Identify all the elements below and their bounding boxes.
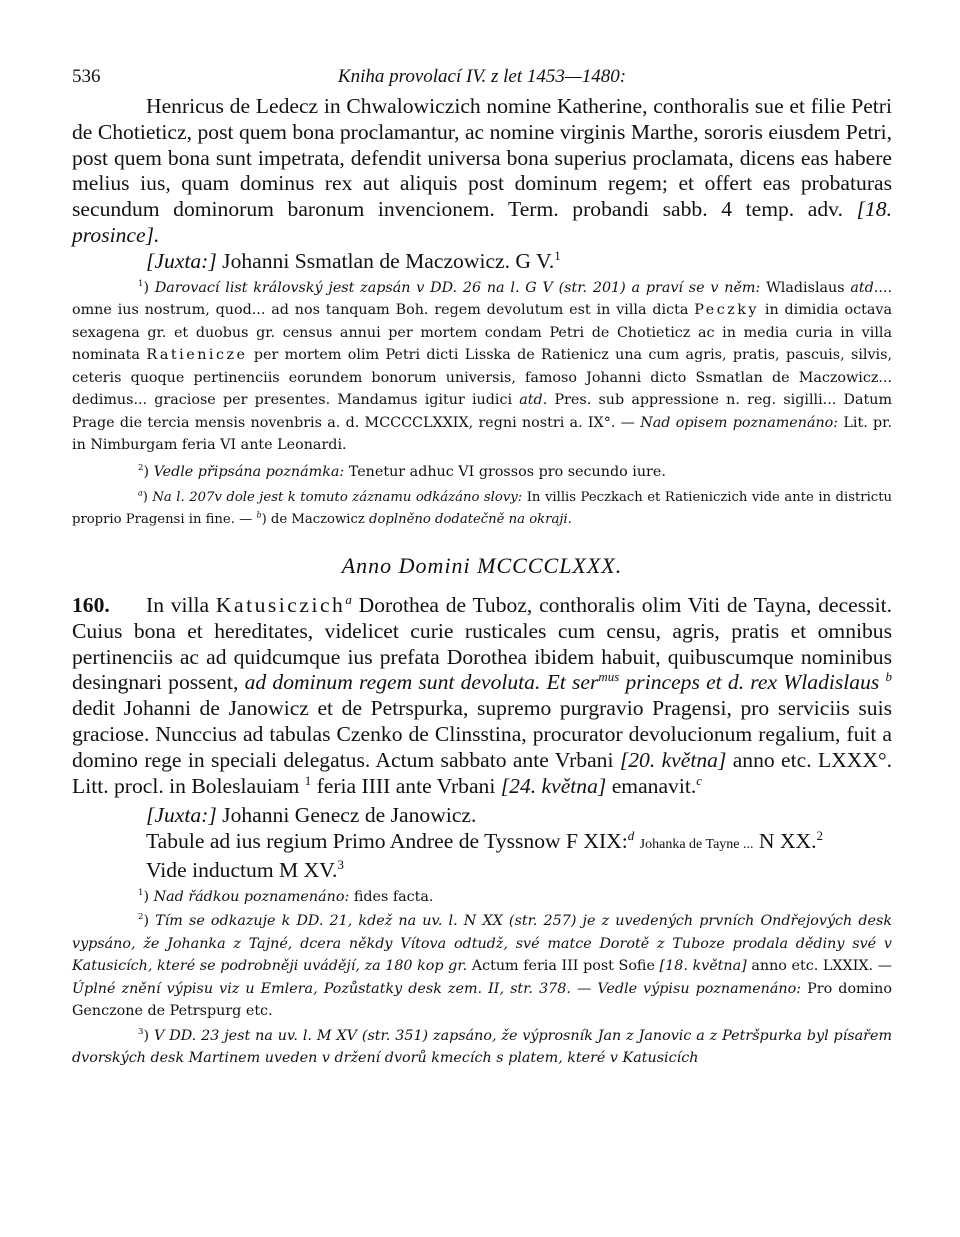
juxta-label: [Juxta:] [146,248,217,273]
entry-italic: ad dominum regem sunt devoluta. Et ser [244,670,599,695]
footnote-number: 1 [138,888,144,899]
juxta-text: Johanni Genecz de Janowicz. [222,803,477,828]
footnote-number: 2 [138,912,144,923]
juxta-label: [Juxta:] [146,803,217,828]
footnote-text: fides facta. [353,888,434,905]
footnote-text: ... omne ius nostrum, quod... ad nos tanquam Boh. regem devolutum est in villa dicta [72,279,892,319]
footnote-160-3: $^3$) V DD. 23 jest na uv. l. M XV (str. 351) zapsáno, že výprosník Jan z Janovic a z Petršpurka byl písařem dvorských desk Martinem uveden v držení dvorů kmecích s platem, které v Katusicích [72,1027,892,1067]
date-note: [20. května] [619,747,727,772]
vide-line [72,858,892,884]
footnote-italic: Úplné znění výpisu viz u Emlera, Pozůstatky desk zem. II, str. 378. — Vedle výpisu poznamenáno: [72,980,802,997]
place-name: Peczky [694,302,759,319]
tabule-line [72,829,892,858]
atd-abbrev: atd. [519,392,548,409]
place-name: Ratienicze [146,347,248,364]
footnote-text: Actum feria III post Sofie [471,958,655,975]
footnote-letter: a [138,488,143,498]
entry-160 [72,593,892,799]
superscript-abbrev: mus [598,669,620,685]
footnote-text: in dimidia octava sexagena gr. et duobus gr. census annui per mortem condam Petri de Chotieticz ac in media curia in villa nominata [72,302,892,364]
footnote-160-2: $^2$) Tím se odkazuje k DD. 21, kdež na uv. l. N XX (str. 257) je z uvedených prvních Ondřejových desk vypsáno, že Johanka z Tajné, dcera někdy Vítova odtudž, své matce Dorotě z Tuboze prodala dědiny své v Katusicích, které se podrobněji uvádějí, za 180 kop gr. Actum feria III post Sofie [18. května] anno etc. LXXIX. — Úplné znění výpisu viz u Emlera, Pozůstatky desk zem. II, str. 378. — Vedle výpisu poznamenáno: Pro domino Genczone de Petrspurg etc. [72,912,893,1020]
entry-text: dedit Johanni de Janowicz et de Petrspurka, supremo purgravio Pragensi, pro serviciis suis graciose. Nunccius ad tabulas Czenko de Clinsstina, procurator devolucionum regalium, fuit a domino rege in speciali delegatus. Actum sabbato ante Vrbani [72,696,892,772]
footnote-text: de Maczowicz [270,512,365,528]
juxta-line [72,803,892,829]
footnote-text: Lit. pr. in Nimburgam feria VI ante Leonardi. [72,414,892,454]
footnote-label: Nad opisem poznamenáno: [640,414,839,431]
atd-abbrev: atd. [850,279,879,296]
entry-text: anno etc. LXXX°. Litt. procl. in Boleslauiam [72,747,892,798]
footnote-number: 2 [138,462,144,473]
place-name: Katusiczich [215,593,346,618]
footnote-mark: 3 [337,856,344,872]
entry-number: 160. [72,593,110,618]
footnote-text: anno etc. LXXIX. — [751,958,893,975]
paragraph-text: Henricus de Ledecz in Chwalowiczich nomine Katherine, conthoralis sue et filie Petri de Chotieticz, post quem bona proclamantur, ac nomine virginis Marthe, sororis eiusdem Petri, post quem bona sunt impetrata, defendit universa bona superius proclamata, dicens eas habere melius ius, quam dominus rex aut aliquis post dominum regem; et offert eas probaturas secundum dominorum baronum invencionem. Term. probandi sabb. 4 temp. adv. [72,94,892,222]
tabule-text: Tabule ad ius regium Primo Andree de Tyssnow F XIX: [146,829,628,854]
juxta-text: Johanni Ssmatlan de Maczowicz. G V. [222,248,555,273]
footnote-mark: 1 [554,247,561,263]
page-number: 536 [72,66,101,87]
footnote-text: Tenetur adhuc VI grossos pro secundo iure. [348,463,666,480]
date-note: [18. května] [659,958,747,975]
footnote-text: per mortem olim Petri dicti Lisska de Ratienicz una cum agris, pratis, pascuis, silvis, ceteris quoque pertinenciis eorundem bonorum universis, famoso Johanni dicto Ssmatlan de Maczowicz... dedimus... graciose per presentes. Mandamus igitur iudici [72,347,892,409]
footnote-intro: Darovací list královský jest zapsán v DD. 26 na l. G V (str. 201) a praví se v něm: [154,279,761,296]
footnote-text: Pres. sub appressione n. reg. sigilli... Datum Prage die tercia mensis novenbris a. d. MCCCCLXXIX, regni nostri a. IX°. — [72,392,893,431]
footnote-letter: a [345,591,352,607]
footnote-label: doplněno dodatečně na okraji. [369,512,572,528]
tabule-text: N XX. [758,829,817,854]
entry-text: emanavit. [611,773,697,798]
footnote-number: 1 [138,278,144,289]
footnote-label: Vedle připsána poznámka: [153,463,345,480]
footnote-label: Na l. 207v dole jest k tomuto záznamu odkázáno slovy: [152,490,523,506]
entry-text: In villa [146,593,210,618]
footnote-italic: V DD. 23 jest na uv. l. M XV (str. 351) zapsáno, že výprosník Jan z Janovic a z Petršpurka byl písařem dvorských desk Martinem uveden v držení dvorů kmecích s platem, které v Katusicích [72,1027,892,1067]
footnote-letter: b [256,510,262,520]
footnote-text: In villis Peczkach et Ratieniczich vide ante in districtu proprio Pragensi in fine. — [72,490,892,528]
vide-text: Vide inductum M XV. [146,858,338,883]
footnote-italic: Tím se odkazuje k DD. 21, kdež na uv. l. N XX (str. 257) je z uvedených prvních Ondřejových desk vypsáno, že Johanka z Tajné, dcera někdy Vítova odtudž, své matce Dorotě z Tuboze prodala dědiny své v Katusicích, které se podrobněji uvádějí, za 180 kop gr. [72,913,892,975]
footnote-text: Pro domino Genczone de Petrspurg etc. [72,980,892,1020]
date-note: [18. prosince]. [72,197,892,247]
running-head: Kniha provolací IV. z let 1453—1480: [337,66,627,87]
paragraph-henricus [72,94,892,249]
footnote-1: $^1$) Darovací list královský jest zapsán v DD. 26 na l. G V (str. 201) a praví se v něm: Wladislaus atd.... omne ius nostrum, quod... ad nos tanquam Boh. regem devolutum est in villa dicta Peczky in dimidia octava sexagena gr. et duobus gr. census annui per mortem condam Petri de Chotieticz ac in media curia in villa nominata Ratienicze per mortem olim Petri dicti Lisska de Ratienicz una cum agris, pratis, pascuis, silvis, ceteris quoque pertinenciis eorundem bonorum universis, famoso Johanni dicto Ssmatlan de Maczowicz... dedimus... graciose per presentes. Mandamus igitur iudici atd. Pres. sub appressione n. reg. sigilli... Datum Prage die tercia mensis novenbris a. d. MCCCCLXXIX, regni nostri a. IX°. — Nad opisem poznamenáno: Lit. pr. in Nimburgam feria VI ante Leonardi. [72,278,893,454]
footnote-letter: b [885,669,893,685]
footnote-letter: c [696,772,702,788]
marginal-note: Johanka de Tayne ... [639,837,754,853]
year-heading: Anno Domini MCCCCLXXX. [341,553,623,579]
juxta-line [72,249,892,275]
footnote-a: $^a$) Na l. 207v dole jest k tomuto záznamu odkázáno slovy: In villis Peczkach et Ratieniczich vide ante in districtu proprio Pragensi in fine. — $^b$) de Maczowicz doplněno dodatečně na okraji. [72,488,892,528]
footnote-mark: 2 [816,828,823,844]
footnote-letter: d [627,828,635,844]
entry-text: feria IIII ante Vrbani [316,773,496,798]
footnote-text: Wladislaus [766,279,845,296]
footnote-2: $^2$) Vedle připsána poznámka: Tenetur adhuc VI grossos pro secundo iure. [138,462,666,480]
page-header [72,60,892,94]
book-page [72,60,892,1070]
footnote-160-1: $^1$) Nad řádkou poznamenáno: fides facta. [138,888,434,905]
footnote-mark: 1 [304,772,312,788]
entry-italic: princeps et d. rex Wladislaus [625,670,880,695]
date-note: [24. května] [500,773,607,798]
footnote-number: 3 [138,1027,144,1038]
entry-text: Dorothea de Tuboz, conthoralis olim Viti de Tayna, decessit. Cuius bona et hereditates, videlicet curie rusticales cum censu, agris, pratis et omnibus pertinenciis ac ad quidcumque ius prefata Dorothea ibidem habuit, quibuscumque nominibus desingnari possent, [72,593,892,695]
footnote-label: Nad řádkou poznamenáno: [153,888,350,905]
